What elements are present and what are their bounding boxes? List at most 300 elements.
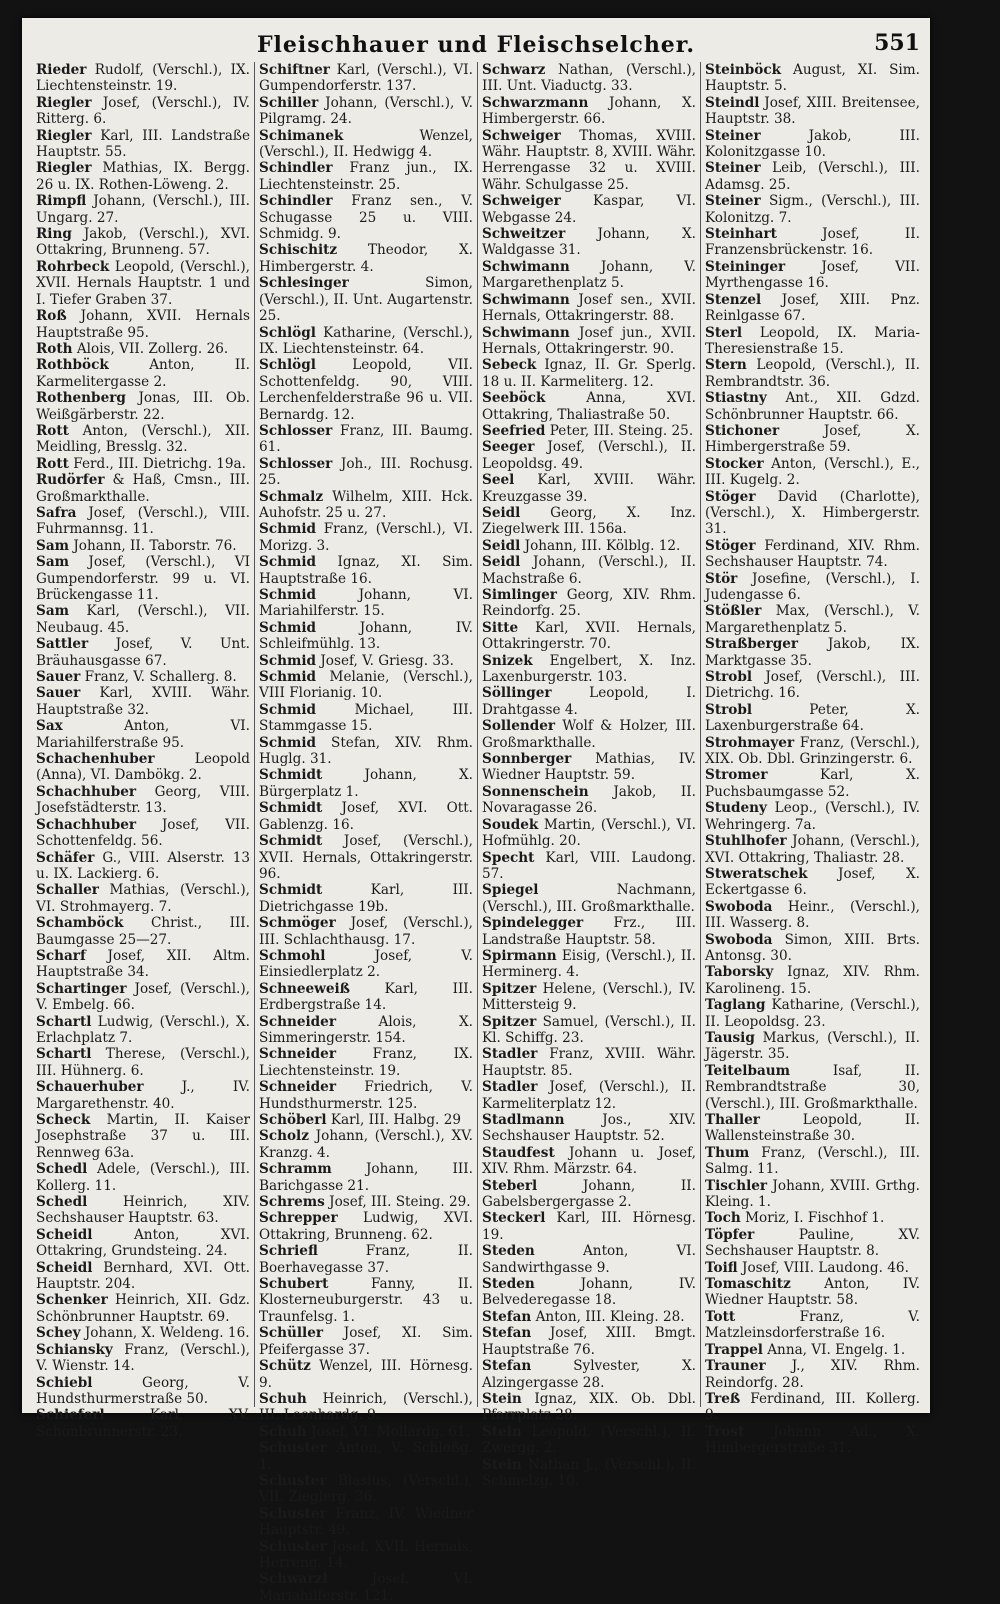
entry-details: Karl, III. Hörnesg. 19. bbox=[482, 1210, 696, 1243]
entry-surname: Rudörfer bbox=[36, 472, 105, 489]
entry-surname: Rott bbox=[36, 422, 69, 439]
entry-surname: Schachenhuber bbox=[36, 751, 155, 768]
entry-surname: Schischitz bbox=[259, 242, 338, 259]
entry-surname: Rieder bbox=[36, 62, 87, 78]
directory-entry bbox=[36, 423, 250, 456]
directory-entry bbox=[482, 587, 696, 620]
directory-entry bbox=[482, 620, 696, 653]
entry-surname: Schweiger bbox=[482, 193, 561, 210]
entry-details: Johann, XVIII. Grthg. Kleing. 1. bbox=[705, 1177, 920, 1211]
directory-entry bbox=[36, 948, 250, 981]
entry-details: Johann, IV. Belvederegasse 18. bbox=[482, 1276, 696, 1309]
entry-details: Anton, II. Karmelitergasse 2. bbox=[36, 357, 250, 390]
entry-details: Josef, (Verschl.), VIII. Fuhrmannsg. 11. bbox=[36, 504, 250, 538]
directory-entry bbox=[482, 751, 696, 784]
entry-details: G., VIII. Alserstr. 13 u. IX. Lackierg. 6. bbox=[36, 849, 250, 882]
directory-entry bbox=[705, 193, 920, 226]
entry-details: Joh., III. Rochusg. 25. bbox=[259, 455, 473, 489]
directory-entry bbox=[705, 1227, 920, 1260]
entry-details: Karl, XVIII. Währ. Kreuzgasse 39. bbox=[482, 472, 696, 505]
directory-entry bbox=[705, 538, 920, 571]
entry-surname: Schmöger bbox=[259, 915, 336, 932]
entry-surname: Simlinger bbox=[482, 587, 557, 603]
entry-surname: Schüller bbox=[259, 1325, 323, 1342]
entry-details: Franz, XVIII. Währ. Hauptstr. 85. bbox=[482, 1046, 696, 1079]
directory-entry bbox=[36, 62, 250, 95]
directory-entry bbox=[36, 718, 250, 751]
directory-entry bbox=[259, 1391, 473, 1424]
directory-entry bbox=[705, 866, 920, 899]
entry-surname: Schrepper bbox=[259, 1210, 338, 1227]
entry-surname: Ring bbox=[36, 226, 72, 243]
entry-surname: Taglang bbox=[705, 997, 766, 1014]
directory-entry bbox=[259, 669, 473, 702]
entry-details: Franz, II. Boerhavegasse 37. bbox=[259, 1243, 473, 1276]
entry-details: Josef, XI. Sim. Pfeifergasse 37. bbox=[259, 1325, 473, 1358]
entry-surname: Scheck bbox=[36, 1112, 91, 1128]
directory-entry bbox=[482, 325, 696, 358]
entry-surname: Schmid bbox=[259, 587, 317, 603]
entry-surname: Schlosser bbox=[259, 455, 333, 472]
directory-entry bbox=[705, 226, 920, 259]
entry-details: Jos., XIV. Sechshauser Hauptstr. 52. bbox=[482, 1112, 696, 1145]
entry-details: Josef, (Verschl.), II. Karmeliterplatz 12. bbox=[482, 1079, 696, 1112]
entry-details: Josef, II. Franzensbrückenstr. 16. bbox=[705, 226, 920, 259]
entry-details: Blasius, (Verschl.), VII. Zieglerg. 36. bbox=[259, 1472, 473, 1506]
directory-entry bbox=[705, 95, 920, 128]
directory-entry bbox=[259, 1276, 473, 1325]
directory-entry bbox=[259, 489, 473, 522]
entry-surname: Sonnberger bbox=[482, 751, 572, 768]
entry-details: Katharine, (Verschl.), IX. Liechtensteinstr. 64. bbox=[259, 324, 473, 357]
entry-details: Ferdinand, III. Kollerg. 9. bbox=[705, 1390, 920, 1424]
entry-surname: Schwimann bbox=[482, 324, 570, 341]
directory-entry bbox=[482, 1014, 696, 1047]
entry-surname: Sitte bbox=[482, 619, 519, 636]
directory-entry bbox=[482, 915, 696, 948]
entry-surname: Sam bbox=[36, 554, 70, 571]
directory-entry bbox=[259, 554, 473, 587]
entry-details: Johann Ad., X. Himbergerstraße 31. bbox=[705, 1423, 920, 1457]
entry-details: Anton, IV. Wiedner Hauptstr. 58. bbox=[705, 1276, 920, 1309]
entry-surname: Söllinger bbox=[482, 685, 552, 702]
entry-details: Josef, III. Steing. 29. bbox=[324, 1194, 471, 1211]
entry-details: Josef, VII. Schottenfeldg. 56. bbox=[36, 816, 250, 850]
entry-details: Karl, III. Halbg. 29 bbox=[326, 1112, 462, 1128]
entry-details: Josefine, (Verschl.), I. Judengasse 6. bbox=[705, 570, 920, 603]
entry-surname: Schneider bbox=[259, 1079, 336, 1096]
column-3 bbox=[478, 62, 701, 1489]
entry-details: Josef, (Verschl.), III. Schlachthausg. 17. bbox=[259, 915, 473, 948]
entry-surname: Steberl bbox=[482, 1177, 538, 1194]
entry-details: Heinrich, XIV. Sechshauser Hauptstr. 63. bbox=[36, 1194, 250, 1227]
entry-surname: Schauerhuber bbox=[36, 1079, 144, 1096]
entry-surname: Seeger bbox=[482, 439, 535, 456]
directory-entry bbox=[705, 669, 920, 702]
entry-surname: Schmidt bbox=[259, 767, 323, 784]
directory-entry bbox=[705, 1210, 920, 1226]
entry-details: Johann, (Verschl.), XV. Kranzg. 4. bbox=[259, 1128, 473, 1161]
entry-details: J., XIV. Rhm. Reindorfg. 28. bbox=[705, 1358, 920, 1391]
entry-details: Wilhelm, XIII. Hck. Auhofstr. 25 u. 27. bbox=[259, 488, 473, 521]
entry-surname: Schwarz bbox=[482, 62, 546, 78]
directory-entry bbox=[36, 226, 250, 259]
directory-entry bbox=[482, 1358, 696, 1391]
entry-details: Leopold, (Verschl.), XVII. Hernals Hauptstr. 1 und I. Tiefer Graben 37. bbox=[36, 258, 250, 308]
directory-entry bbox=[482, 259, 696, 292]
entry-surname: Thaller bbox=[705, 1112, 760, 1128]
entry-surname: Specht bbox=[482, 849, 535, 866]
directory-entry bbox=[36, 1046, 250, 1079]
entry-details: Jakob, (Verschl.), XVI. Ottakring, Brunneng. 57. bbox=[36, 226, 250, 259]
entry-details: Leopold, II. Wallensteinstraße 30. bbox=[705, 1112, 920, 1145]
directory-entry bbox=[705, 1424, 920, 1457]
entry-details: Therese, (Verschl.), III. Hühnerg. 6. bbox=[36, 1046, 250, 1079]
entry-details: Simon, XIII. Brts. Antonsg. 30. bbox=[705, 931, 920, 964]
entry-details: Johann, IV. Schleifmühlg. 13. bbox=[259, 619, 473, 653]
entry-surname: Sebeck bbox=[482, 357, 537, 374]
entry-surname: Toch bbox=[705, 1210, 741, 1227]
directory-entry bbox=[482, 882, 696, 915]
entry-surname: Schlosser bbox=[259, 422, 333, 439]
directory-entry bbox=[705, 571, 920, 604]
entry-details: Franz sen., V. Schugasse 25 u. VIII. Schmidg. 9. bbox=[259, 193, 473, 243]
entry-details: Johann, (Verschl.), III. Ungarg. 27. bbox=[36, 193, 250, 226]
entry-details: Helene, (Verschl.), IV. Mittersteig 9. bbox=[482, 980, 696, 1014]
directory-entry bbox=[482, 1457, 696, 1490]
directory-entry bbox=[705, 292, 920, 325]
entry-surname: Stein bbox=[482, 1456, 522, 1473]
entry-surname: Sterl bbox=[705, 324, 743, 341]
entry-surname: Schweitzer bbox=[482, 226, 566, 243]
entry-details: Mathias, (Verschl.), VI. Strohmayerg. 7. bbox=[36, 882, 250, 915]
directory-entry bbox=[705, 259, 920, 292]
page-number: 551 bbox=[874, 30, 920, 56]
entry-details: Katharine, (Verschl.), II. Leopoldsg. 23. bbox=[705, 997, 920, 1030]
entry-surname: Stichoner bbox=[705, 422, 780, 439]
entry-surname: Schubert bbox=[259, 1276, 329, 1293]
entry-surname: Schindler bbox=[259, 193, 333, 210]
entry-surname: Schneeweiß bbox=[259, 980, 351, 997]
entry-surname: Schmidt bbox=[259, 800, 323, 817]
entry-surname: Riegler bbox=[36, 160, 92, 177]
directory-entry bbox=[482, 554, 696, 587]
directory-entry bbox=[259, 128, 473, 161]
directory-entry bbox=[36, 357, 250, 390]
directory-entry bbox=[36, 308, 250, 341]
entry-surname: Schachhuber bbox=[36, 783, 137, 800]
directory-entry bbox=[36, 784, 250, 817]
directory-entry bbox=[482, 439, 696, 472]
directory-entry bbox=[259, 521, 473, 554]
directory-entry bbox=[259, 833, 473, 882]
directory-entry bbox=[705, 1342, 920, 1358]
directory-entry bbox=[259, 1424, 473, 1440]
entry-surname: Schramm bbox=[259, 1161, 332, 1178]
entry-details: Leopold (Anna), VI. Dambökg. 2. bbox=[36, 751, 250, 784]
entry-details: Josef, VI. Mollardg. 61. bbox=[306, 1423, 470, 1440]
directory-entry bbox=[482, 1325, 696, 1358]
directory-entry bbox=[482, 1046, 696, 1079]
directory-entry bbox=[482, 292, 696, 325]
page-header bbox=[22, 28, 930, 62]
entry-surname: Tausig bbox=[705, 1029, 755, 1046]
entry-details: Karl, III. Dietrichgasse 19b. bbox=[259, 882, 473, 915]
entry-surname: Stern bbox=[705, 357, 747, 374]
entry-surname: Tischler bbox=[705, 1177, 768, 1194]
entry-surname: Seefried bbox=[482, 422, 546, 439]
directory-entry bbox=[482, 423, 696, 439]
directory-entry bbox=[705, 390, 920, 423]
directory-entry bbox=[482, 128, 696, 194]
entry-details: Samuel, (Verschl.), II. Kl. Schiffg. 23. bbox=[482, 1013, 696, 1046]
entry-surname: Steiner bbox=[705, 160, 761, 177]
entry-details: Josef, XIII. Bmgt. Hauptstraße 76. bbox=[482, 1325, 696, 1358]
entry-surname: Teitelbaum bbox=[705, 1062, 791, 1079]
directory-entry bbox=[482, 472, 696, 505]
entry-details: Anton, VI. Sandwirthgasse 9. bbox=[482, 1243, 696, 1276]
entry-surname: Schlögl bbox=[259, 324, 316, 341]
entry-details: August, XI. Sim. Hauptstr. 5. bbox=[705, 62, 920, 95]
entry-surname: Straßberger bbox=[705, 636, 799, 653]
entry-surname: Roß bbox=[36, 308, 67, 325]
entry-details: Johann, V. Margarethenplatz 5. bbox=[482, 258, 696, 292]
directory-entry bbox=[36, 1079, 250, 1112]
entry-surname: Schweiger bbox=[482, 127, 561, 144]
directory-entry bbox=[259, 620, 473, 653]
directory-entry bbox=[259, 242, 473, 275]
entry-details: Ignaz, XIX. Ob. Dbl. Pfarrplatz 28. bbox=[482, 1390, 696, 1424]
directory-entry bbox=[705, 1260, 920, 1276]
entry-details: Franz, V. Matzleinsdorferstraße 16. bbox=[705, 1308, 920, 1342]
entry-surname: Schmid bbox=[259, 669, 317, 686]
entry-details: Alois, X. Simmeringerstr. 154. bbox=[259, 1013, 473, 1046]
directory-entry bbox=[259, 1161, 473, 1194]
directory-entry bbox=[259, 1243, 473, 1276]
entry-details: Franz, (Verschl.), III. Salmg. 11. bbox=[705, 1144, 920, 1178]
entry-surname: Steiner bbox=[705, 127, 761, 144]
entry-details: Karl, VIII. Laudong. 57. bbox=[482, 849, 696, 882]
entry-details: Josef, XVII. Hernals, Herreng. 14. bbox=[259, 1538, 473, 1571]
directory-entry bbox=[705, 489, 920, 538]
entry-details: Josef sen., XVII. Hernals, Ottakringerstr. 88. bbox=[482, 291, 696, 325]
entry-surname: Staudfest bbox=[482, 1144, 555, 1161]
entry-details: Georg, VIII. Josefstädterstr. 13. bbox=[36, 783, 250, 817]
entry-surname: Roth bbox=[36, 340, 73, 357]
entry-surname: Scharf bbox=[36, 947, 86, 964]
directory-entry bbox=[705, 1178, 920, 1211]
entry-surname: Spitzer bbox=[482, 1013, 537, 1030]
entry-details: Josef, XIII. Breitensee, Hauptstr. 38. bbox=[705, 94, 920, 128]
entry-surname: Seidl bbox=[482, 537, 521, 554]
entry-details: Johann, III. Kölblg. 12. bbox=[520, 537, 681, 554]
directory-entry bbox=[36, 1014, 250, 1047]
entry-details: Josef, (Verschl.), IV. Ritterg. 6. bbox=[36, 94, 250, 128]
entry-surname: Swoboda bbox=[705, 898, 773, 915]
entry-details: Karl, III. Landstraße Hauptstr. 55. bbox=[36, 127, 250, 161]
entry-surname: Stefan bbox=[482, 1325, 532, 1342]
entry-surname: Trappel bbox=[705, 1341, 763, 1358]
directory-entry bbox=[482, 1243, 696, 1276]
entry-surname: Schuh bbox=[259, 1423, 307, 1440]
entry-details: Georg, XIV. Rhm. Reindorfg. 25. bbox=[482, 587, 696, 620]
entry-surname: Schmid bbox=[259, 554, 317, 571]
page-title: Fleischhauer und Fleischselcher. bbox=[256, 32, 696, 58]
entry-surname: Steiner bbox=[705, 193, 761, 210]
entry-surname: Sax bbox=[36, 718, 63, 735]
entry-details: Ignaz, II. Gr. Sperlg. 18 u. II. Karmeliterg. 12. bbox=[482, 357, 696, 390]
entry-surname: Schütz bbox=[259, 1358, 311, 1375]
entry-surname: Schartl bbox=[36, 1046, 92, 1063]
entry-surname: Steindl bbox=[705, 94, 760, 111]
directory-entry bbox=[259, 275, 473, 324]
directory-entry bbox=[705, 1391, 920, 1424]
directory-entry bbox=[482, 1210, 696, 1243]
entry-details: Martin, (Verschl.), VI. Hofmühlg. 20. bbox=[482, 816, 696, 850]
entry-surname: Schieferl bbox=[36, 1407, 105, 1424]
entry-surname: Stör bbox=[705, 570, 738, 587]
entry-details: David (Charlotte), (Verschl.), X. Himbergerstr. 31. bbox=[705, 488, 920, 538]
entry-surname: Sonnenschein bbox=[482, 783, 589, 800]
entry-details: Franz, (Verschl.), VI. Morizg. 3. bbox=[259, 521, 473, 554]
entry-details: Johann, XVII. Hernals Hauptstraße 95. bbox=[36, 308, 250, 341]
entry-details: Franz, IV. Wiedner Hauptstr. 49. bbox=[259, 1505, 473, 1539]
directory-entry bbox=[482, 95, 696, 128]
directory-entry bbox=[482, 1424, 696, 1457]
directory-entry bbox=[259, 800, 473, 833]
entry-details: Kaspar, VI. Webgasse 24. bbox=[482, 193, 696, 226]
entry-surname: Steinhart bbox=[705, 226, 777, 243]
entry-details: Johann, (Verschl.), XVI. Ottakring, Thaliastr. 28. bbox=[705, 833, 920, 866]
directory-entry bbox=[705, 997, 920, 1030]
entry-surname: Spirmann bbox=[482, 947, 557, 964]
entry-surname: Schmid bbox=[259, 734, 317, 751]
directory-entry bbox=[482, 817, 696, 850]
directory-entry bbox=[259, 1079, 473, 1112]
directory-entry bbox=[705, 702, 920, 735]
directory-entry bbox=[36, 456, 250, 472]
entry-details: Josef, V. Unt. Bräuhausgasse 67. bbox=[36, 636, 250, 669]
entry-surname: Trost bbox=[705, 1423, 745, 1440]
entry-details: Josef, (Verschl.), VI Gumpendorferstr. 99 u. VI. Brückengasse 11. bbox=[36, 554, 250, 603]
directory-entry bbox=[36, 603, 250, 636]
directory-entry bbox=[36, 95, 250, 128]
entry-surname: Schaller bbox=[36, 882, 99, 899]
entry-surname: Rimpfl bbox=[36, 193, 87, 210]
entry-details: Georg, X. Inz. Ziegelwerk III. 156a. bbox=[482, 504, 696, 538]
directory-entry bbox=[36, 981, 250, 1014]
directory-entry bbox=[482, 1276, 696, 1309]
directory-entry bbox=[705, 357, 920, 390]
entry-surname: Strohmayer bbox=[705, 734, 795, 751]
directory-entry bbox=[482, 62, 696, 95]
entry-surname: Tott bbox=[705, 1308, 736, 1325]
entry-surname: Schuster bbox=[259, 1472, 327, 1489]
directory-entry bbox=[705, 456, 920, 489]
entry-details: Franz jun., IX. Liechtensteinstr. 25. bbox=[259, 160, 473, 193]
entry-details: Josef, (Verschl.), XVII. Hernals, Ottakringerstr. 96. bbox=[259, 833, 473, 882]
directory-entry bbox=[482, 226, 696, 259]
entry-surname: Schlesinger bbox=[259, 275, 349, 292]
entry-surname: Scheidl bbox=[36, 1226, 93, 1243]
entry-surname: Schlögl bbox=[259, 357, 316, 374]
entry-surname: Schwimann bbox=[482, 258, 570, 275]
entry-details: Anna, XVI. Ottakring, Thaliastraße 50. bbox=[482, 390, 696, 423]
entry-surname: Schenker bbox=[36, 1292, 108, 1309]
entry-details: Simon, (Verschl.), II. Unt. Augartenstr. 25. bbox=[259, 275, 473, 325]
entry-details: Alois, VII. Zollerg. 26. bbox=[72, 340, 229, 357]
entry-details: Wenzel, III. Hörnesg. 9. bbox=[259, 1358, 473, 1391]
directory-entry bbox=[36, 160, 250, 193]
directory-entry bbox=[482, 685, 696, 718]
entry-surname: Schimanek bbox=[259, 127, 344, 144]
entry-surname: Studeny bbox=[705, 800, 767, 817]
entry-details: Melanie, (Verschl.), VIII Florianig. 10. bbox=[259, 669, 473, 702]
entry-surname: Toifl bbox=[705, 1259, 738, 1276]
directory-entry bbox=[705, 636, 920, 669]
directory-entry bbox=[705, 128, 920, 161]
directory-entry bbox=[36, 636, 250, 669]
entry-details: Thomas, XVIII. Währ. Hauptstr. 8, XVIII. Währ. Herrengasse 32 u. XVIII. Währ. Schulgasse 25. bbox=[482, 127, 696, 193]
entry-details: Pauline, XV. Sechshauser Hauptstr. 8. bbox=[705, 1226, 920, 1260]
entry-details: Josef, (Verschl.), V. Embelg. 66. bbox=[36, 980, 250, 1014]
entry-details: Josef, VI. Mariahilferstr. 121. bbox=[259, 1571, 473, 1604]
directory-entry bbox=[705, 767, 920, 800]
entry-details: Ant., XII. Gdzd. Schönbrunner Hauptstr. 66. bbox=[705, 390, 920, 423]
directory-entry bbox=[705, 964, 920, 997]
entry-surname: Scholz bbox=[259, 1128, 309, 1145]
entry-details: J., IV. Margarethenstr. 40. bbox=[36, 1079, 250, 1112]
directory-entry bbox=[705, 932, 920, 965]
entry-surname: Sollender bbox=[482, 718, 556, 735]
directory-entry bbox=[36, 751, 250, 784]
entry-details: Josef, (Verschl.), II. Leopoldsg. 49. bbox=[482, 439, 696, 472]
entry-surname: Snizek bbox=[482, 652, 533, 669]
directory-entry bbox=[482, 784, 696, 817]
entry-details: Johann, X. Waldgasse 31. bbox=[482, 226, 696, 259]
entry-details: Johann, II. Taborstr. 76. bbox=[69, 537, 237, 554]
column-1 bbox=[32, 62, 255, 1440]
entry-surname: Soudek bbox=[482, 816, 539, 833]
entry-details: Stefan, XIV. Rhm. Huglg. 31. bbox=[259, 734, 473, 768]
entry-details: Karl, XVIII. Währ. Hauptstraße 32. bbox=[36, 685, 250, 718]
directory-entry bbox=[482, 193, 696, 226]
entry-details: Johann, X. Weldeng. 16. bbox=[80, 1325, 250, 1342]
directory-entry bbox=[482, 850, 696, 883]
directory-entry bbox=[36, 390, 250, 423]
entry-surname: Riegler bbox=[36, 127, 92, 144]
entry-details: Leib, (Verschl.), III. Adamsg. 25. bbox=[705, 160, 920, 193]
directory-entry bbox=[259, 1325, 473, 1358]
entry-surname: Stiastny bbox=[705, 390, 767, 407]
directory-entry bbox=[36, 259, 250, 308]
directory-entry bbox=[259, 948, 473, 981]
directory-entry bbox=[259, 1194, 473, 1210]
entry-details: Theodor, X. Himbergerstr. 4. bbox=[259, 242, 473, 275]
directory-entry bbox=[482, 1079, 696, 1112]
entry-surname: Schneider bbox=[259, 1013, 336, 1030]
directory-entry bbox=[705, 1112, 920, 1145]
entry-surname: Schmidt bbox=[259, 882, 323, 899]
directory-entry bbox=[482, 1391, 696, 1424]
entry-details: Johann, III. Barichgasse 21. bbox=[259, 1161, 473, 1194]
directory-entry bbox=[482, 390, 696, 423]
entry-details: Wenzel, (Verschl.), II. Hedwigg 4. bbox=[259, 127, 473, 161]
directory-entry bbox=[259, 160, 473, 193]
directory-entry bbox=[705, 1276, 920, 1309]
entry-details: & Haß, Cmsn., III. Großmarkthalle. bbox=[36, 472, 250, 505]
directory-entry bbox=[482, 1178, 696, 1211]
